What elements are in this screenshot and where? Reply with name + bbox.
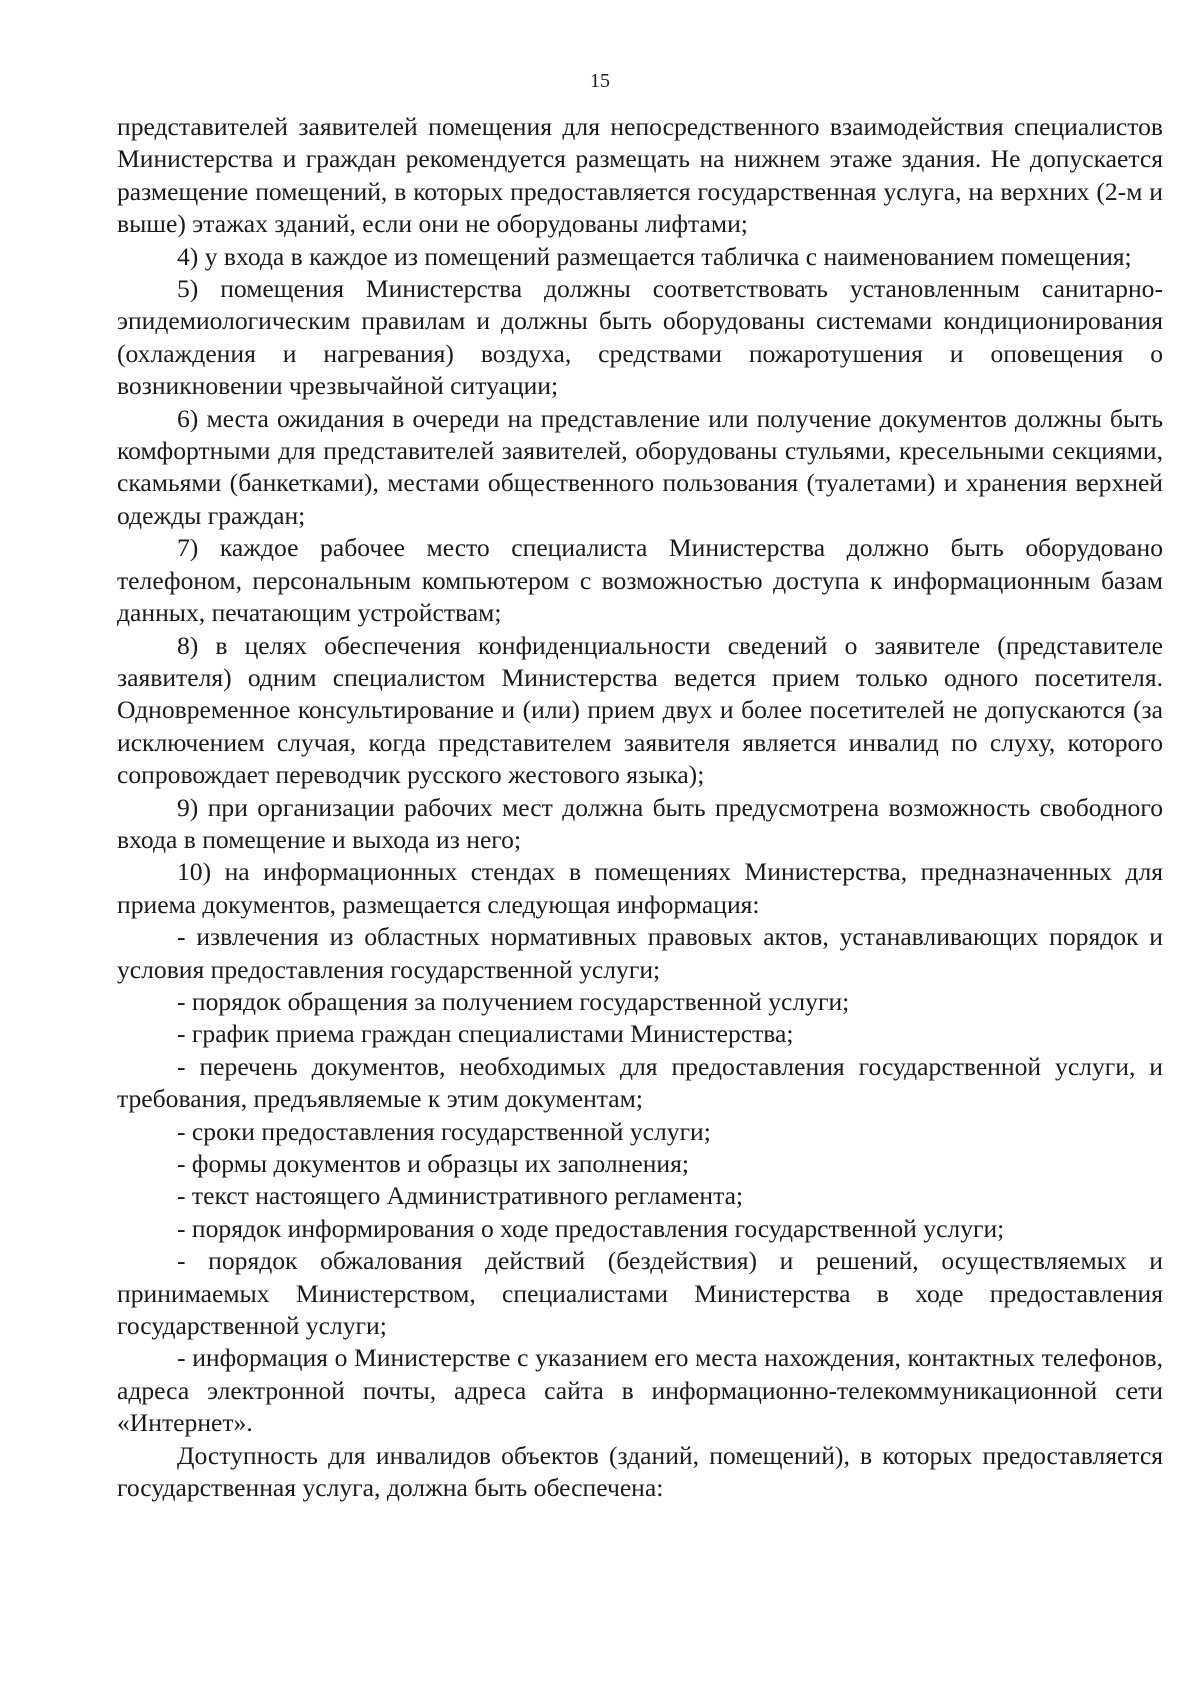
document-body [117, 111, 1163, 1504]
paragraph-item-9: 9) при организации рабочих мест должна быть предусмотрена возможность свободного входа в помещение и выхода из него; [117, 792, 1163, 854]
list-item-documents-list: - перечень документов, необходимых для предоставления государственной услуги, и требования, предъявляемые к этим документам; [117, 1051, 1163, 1114]
paragraph-continuation: представителей заявителей помещения для непосредственного взаимодействия специалистов Министерства и граждан рекомендуется размещать на нижнем этаже здания. Не допускается размещение помещений, в которых предоставляется государственная услуга, на верхних (2-м и выше) этажах зданий, если они не оборудованы лифтами; [117, 112, 1163, 239]
paragraph-item-8: 8) в целях обеспечения конфиденциальности сведений о заявителе (представителе заявителя) одним специалистом Министерства ведется прием только одного посетителя. Одновременное консультирование и (или) прием двух и более посетителей не допускаются (за исключением случая, когда представителем заявителя является инвалид по слуху, которого сопровождает переводчик русского жестового языка); [117, 630, 1163, 790]
paragraph-item-6: 6) места ожидания в очереди на представление или получение документов должны быть комфортными для представителей заявителей, оборудованы стульями, кресельными секциями, скамьями (банкетками), местами общественного пользования (туалетами) и хранения верхней одежды граждан; [117, 403, 1163, 530]
paragraph-item-4: 4) у входа в каждое из помещений размещается табличка с наименованием помещения; [177, 241, 1132, 271]
list-item-extracts: - извлечения из областных нормативных правовых актов, устанавливающих порядок и условия предоставления государственной услуги; [117, 922, 1163, 984]
list-item-regulation-text: - текст настоящего Административного регламента; [177, 1181, 744, 1211]
paragraph-item-5: 5) помещения Министерства должны соответствовать установленным санитарно-эпидемиологическим правилам и должны быть оборудованы системами кондиционирования (охлаждения и нагревания) воздуха, средствами пожаротушения и оповещения о возникновении чрезвычайной ситуации; [117, 274, 1163, 401]
list-item-service-terms: - сроки предоставления государственной услуги; [177, 1116, 711, 1146]
paragraph-item-10: 10) на информационных стендах в помещениях Министерства, предназначенных для приема документов, размещается следующая информация: [117, 857, 1163, 919]
list-item-appeal-procedure: - порядок обжалования действий (бездействия) и решений, осуществляемых и принимаемых Министерством, специалистами Министерства в ходе предоставления государственной услуги; [117, 1246, 1163, 1341]
list-item-application-procedure: - порядок обращения за получением государственной услуги; [177, 986, 850, 1016]
paragraph-item-7: 7) каждое рабочее место специалиста Министерства должно быть оборудовано телефоном, персональным компьютером с возможностью доступа к информационным базам данных, печатающим устройствам; [117, 533, 1163, 628]
list-item-document-forms: - формы документов и образцы их заполнения; [177, 1149, 689, 1178]
list-item-ministry-info: - информация о Министерстве с указанием его места нахождения, контактных телефонов, адреса электронной почты, адреса сайта в информационно-телекоммуникационной сети «Интернет». [117, 1343, 1163, 1438]
paragraph-accessibility: Доступность для инвалидов объектов (зданий, помещений), в которых предоставляется государственная услуга, должна быть обеспечена: [117, 1440, 1163, 1503]
list-item-reception-schedule: - график приема граждан специалистами Министерства; [177, 1019, 794, 1049]
list-item-progress-info: - порядок информирования о ходе предоставления государственной услуги; [177, 1213, 1005, 1243]
page-number: 15 [590, 70, 610, 92]
